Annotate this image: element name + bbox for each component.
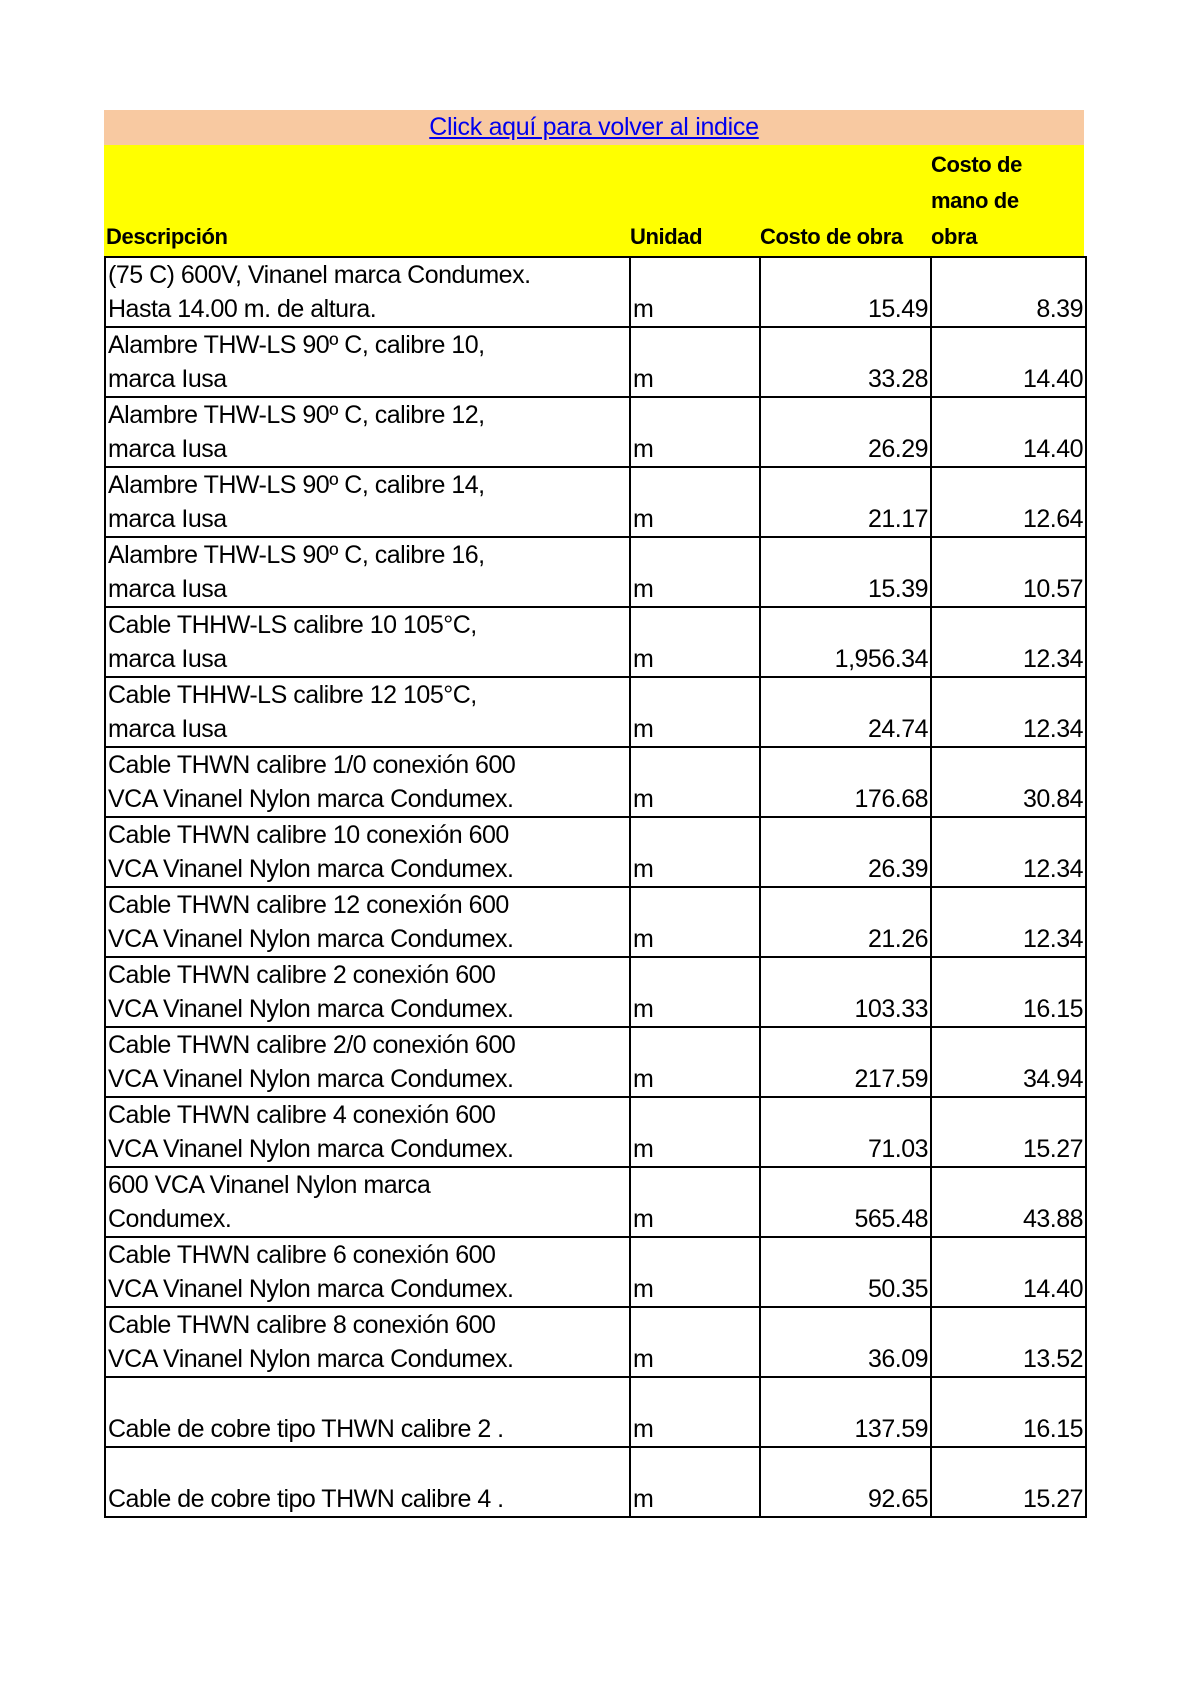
- table-row: [105, 537, 1086, 607]
- cell-description: [105, 747, 630, 817]
- cell-cost: 15.39: [760, 537, 931, 607]
- description-line: Cable THWN calibre 10 conexión 600: [108, 821, 509, 849]
- cell-description: [105, 257, 630, 327]
- cell-cost: 137.59: [760, 1377, 931, 1447]
- cell-labor-cost: 12.34: [931, 677, 1086, 747]
- header-labor-line: mano de: [931, 188, 1019, 213]
- table-row: [105, 1307, 1086, 1377]
- cell-cost: 217.59: [760, 1027, 931, 1097]
- cell-cost: 24.74: [760, 677, 931, 747]
- cell-unit: m: [630, 677, 760, 747]
- table-row: [105, 1097, 1086, 1167]
- header-unit: Unidad: [630, 224, 703, 249]
- table-row: [105, 1237, 1086, 1307]
- description-line: Cable THHW-LS calibre 12 105°C,: [108, 681, 477, 709]
- description-line: Cable THWN calibre 2 conexión 600: [108, 961, 496, 989]
- cell-description: [105, 467, 630, 537]
- cell-description: [105, 677, 630, 747]
- description-line: marca Iusa: [108, 575, 227, 603]
- back-to-index-link[interactable]: Click aquí para volver al indice: [429, 113, 759, 141]
- header-description: Descripción: [106, 224, 228, 249]
- description-line: marca Iusa: [108, 365, 227, 393]
- description-line: marca Iusa: [108, 715, 227, 743]
- cell-cost: 21.26: [760, 887, 931, 957]
- cell-unit: m: [630, 397, 760, 467]
- cell-unit: m: [630, 1097, 760, 1167]
- cell-unit: m: [630, 257, 760, 327]
- table-row: [105, 397, 1086, 467]
- cell-cost: 33.28: [760, 327, 931, 397]
- cell-cost: 26.39: [760, 817, 931, 887]
- description-line: VCA Vinanel Nylon marca Condumex.: [108, 1065, 514, 1093]
- cell-description: [105, 397, 630, 467]
- table-header: [104, 145, 1084, 256]
- header-labor-cost: [931, 147, 1081, 255]
- description-line: Alambre THW-LS 90º C, calibre 10,: [108, 331, 485, 359]
- table-row: [105, 1027, 1086, 1097]
- cell-unit: m: [630, 1377, 760, 1447]
- description-line: VCA Vinanel Nylon marca Condumex.: [108, 1275, 514, 1303]
- cell-unit: m: [630, 1307, 760, 1377]
- cell-cost: 26.29: [760, 397, 931, 467]
- cell-labor-cost: 16.15: [931, 1377, 1086, 1447]
- cell-labor-cost: 14.40: [931, 1237, 1086, 1307]
- description-line: Alambre THW-LS 90º C, calibre 14,: [108, 471, 485, 499]
- table-row: [105, 257, 1086, 327]
- table-row: [105, 327, 1086, 397]
- cell-cost: 92.65: [760, 1447, 931, 1517]
- description-line: Hasta 14.00 m. de altura.: [108, 295, 377, 323]
- cell-labor-cost: 43.88: [931, 1167, 1086, 1237]
- cell-cost: 565.48: [760, 1167, 931, 1237]
- description-line: (75 C) 600V, Vinanel marca Condumex.: [108, 261, 531, 289]
- cell-cost: 15.49: [760, 257, 931, 327]
- cell-unit: m: [630, 1027, 760, 1097]
- description-line: VCA Vinanel Nylon marca Condumex.: [108, 995, 514, 1023]
- cell-unit: m: [630, 747, 760, 817]
- cell-unit: m: [630, 607, 760, 677]
- cell-description: [105, 537, 630, 607]
- cell-cost: 21.17: [760, 467, 931, 537]
- cell-description: [105, 1027, 630, 1097]
- table-row: [105, 817, 1086, 887]
- description-line: VCA Vinanel Nylon marca Condumex.: [108, 1345, 514, 1373]
- cell-description: [105, 1097, 630, 1167]
- description-line: Alambre THW-LS 90º C, calibre 16,: [108, 541, 485, 569]
- table-row: [105, 607, 1086, 677]
- cell-labor-cost: 34.94: [931, 1027, 1086, 1097]
- cell-unit: m: [630, 327, 760, 397]
- cell-description: [105, 957, 630, 1027]
- description-line: Cable de cobre tipo THWN calibre 4 .: [108, 1485, 504, 1513]
- table-row: [105, 1377, 1086, 1447]
- cell-labor-cost: 12.34: [931, 887, 1086, 957]
- description-line: Cable THWN calibre 2/0 conexión 600: [108, 1031, 516, 1059]
- header-labor-line: Costo de: [931, 152, 1022, 177]
- cell-unit: m: [630, 1237, 760, 1307]
- cell-cost: 176.68: [760, 747, 931, 817]
- description-line: VCA Vinanel Nylon marca Condumex.: [108, 925, 514, 953]
- cell-unit: m: [630, 887, 760, 957]
- description-line: Cable THWN calibre 4 conexión 600: [108, 1101, 496, 1129]
- cell-unit: m: [630, 817, 760, 887]
- description-line: marca Iusa: [108, 435, 227, 463]
- description-line: Cable THWN calibre 8 conexión 600: [108, 1311, 496, 1339]
- cost-table: [104, 256, 1087, 1518]
- cell-cost: 50.35: [760, 1237, 931, 1307]
- cell-labor-cost: 13.52: [931, 1307, 1086, 1377]
- description-line: VCA Vinanel Nylon marca Condumex.: [108, 855, 514, 883]
- cell-description: [105, 817, 630, 887]
- cell-description: [105, 327, 630, 397]
- description-line: VCA Vinanel Nylon marca Condumex.: [108, 785, 514, 813]
- table-row: [105, 1447, 1086, 1517]
- table-body: [105, 257, 1086, 1517]
- cell-labor-cost: 15.27: [931, 1447, 1086, 1517]
- cell-description: [105, 1377, 630, 1447]
- cell-cost: 103.33: [760, 957, 931, 1027]
- description-line: Cable THWN calibre 12 conexión 600: [108, 891, 509, 919]
- cell-labor-cost: 15.27: [931, 1097, 1086, 1167]
- table-row: [105, 467, 1086, 537]
- description-line: marca Iusa: [108, 645, 227, 673]
- cell-description: [105, 1307, 630, 1377]
- table-row: [105, 1167, 1086, 1237]
- cell-unit: m: [630, 537, 760, 607]
- description-line: VCA Vinanel Nylon marca Condumex.: [108, 1135, 514, 1163]
- cell-labor-cost: 16.15: [931, 957, 1086, 1027]
- cell-labor-cost: 8.39: [931, 257, 1086, 327]
- index-link-row: [104, 110, 1084, 145]
- description-line: Cable THWN calibre 6 conexión 600: [108, 1241, 496, 1269]
- description-line: Condumex.: [108, 1205, 232, 1233]
- cell-cost: 71.03: [760, 1097, 931, 1167]
- table-row: [105, 957, 1086, 1027]
- description-line: 600 VCA Vinanel Nylon marca: [108, 1171, 431, 1199]
- cell-labor-cost: 14.40: [931, 397, 1086, 467]
- cell-cost: 36.09: [760, 1307, 931, 1377]
- description-line: marca Iusa: [108, 505, 227, 533]
- cell-labor-cost: 12.34: [931, 607, 1086, 677]
- cell-unit: m: [630, 1167, 760, 1237]
- cell-labor-cost: 30.84: [931, 747, 1086, 817]
- description-line: Cable de cobre tipo THWN calibre 2 .: [108, 1415, 504, 1443]
- cell-labor-cost: 10.57: [931, 537, 1086, 607]
- cell-description: [105, 887, 630, 957]
- cell-unit: m: [630, 957, 760, 1027]
- cell-description: [105, 1237, 630, 1307]
- cell-description: [105, 1167, 630, 1237]
- cell-labor-cost: 12.34: [931, 817, 1086, 887]
- cell-description: [105, 1447, 630, 1517]
- table-row: [105, 747, 1086, 817]
- description-line: Cable THWN calibre 1/0 conexión 600: [108, 751, 516, 779]
- price-sheet: [104, 110, 1084, 1518]
- table-row: [105, 677, 1086, 747]
- cell-labor-cost: 14.40: [931, 327, 1086, 397]
- header-cost: Costo de obra: [760, 224, 903, 249]
- cell-unit: m: [630, 467, 760, 537]
- cell-description: [105, 607, 630, 677]
- description-line: Cable THHW-LS calibre 10 105°C,: [108, 611, 477, 639]
- table-row: [105, 887, 1086, 957]
- cell-labor-cost: 12.64: [931, 467, 1086, 537]
- header-labor-line: obra: [931, 224, 978, 249]
- cell-cost: 1,956.34: [760, 607, 931, 677]
- cell-unit: m: [630, 1447, 760, 1517]
- description-line: Alambre THW-LS 90º C, calibre 12,: [108, 401, 485, 429]
